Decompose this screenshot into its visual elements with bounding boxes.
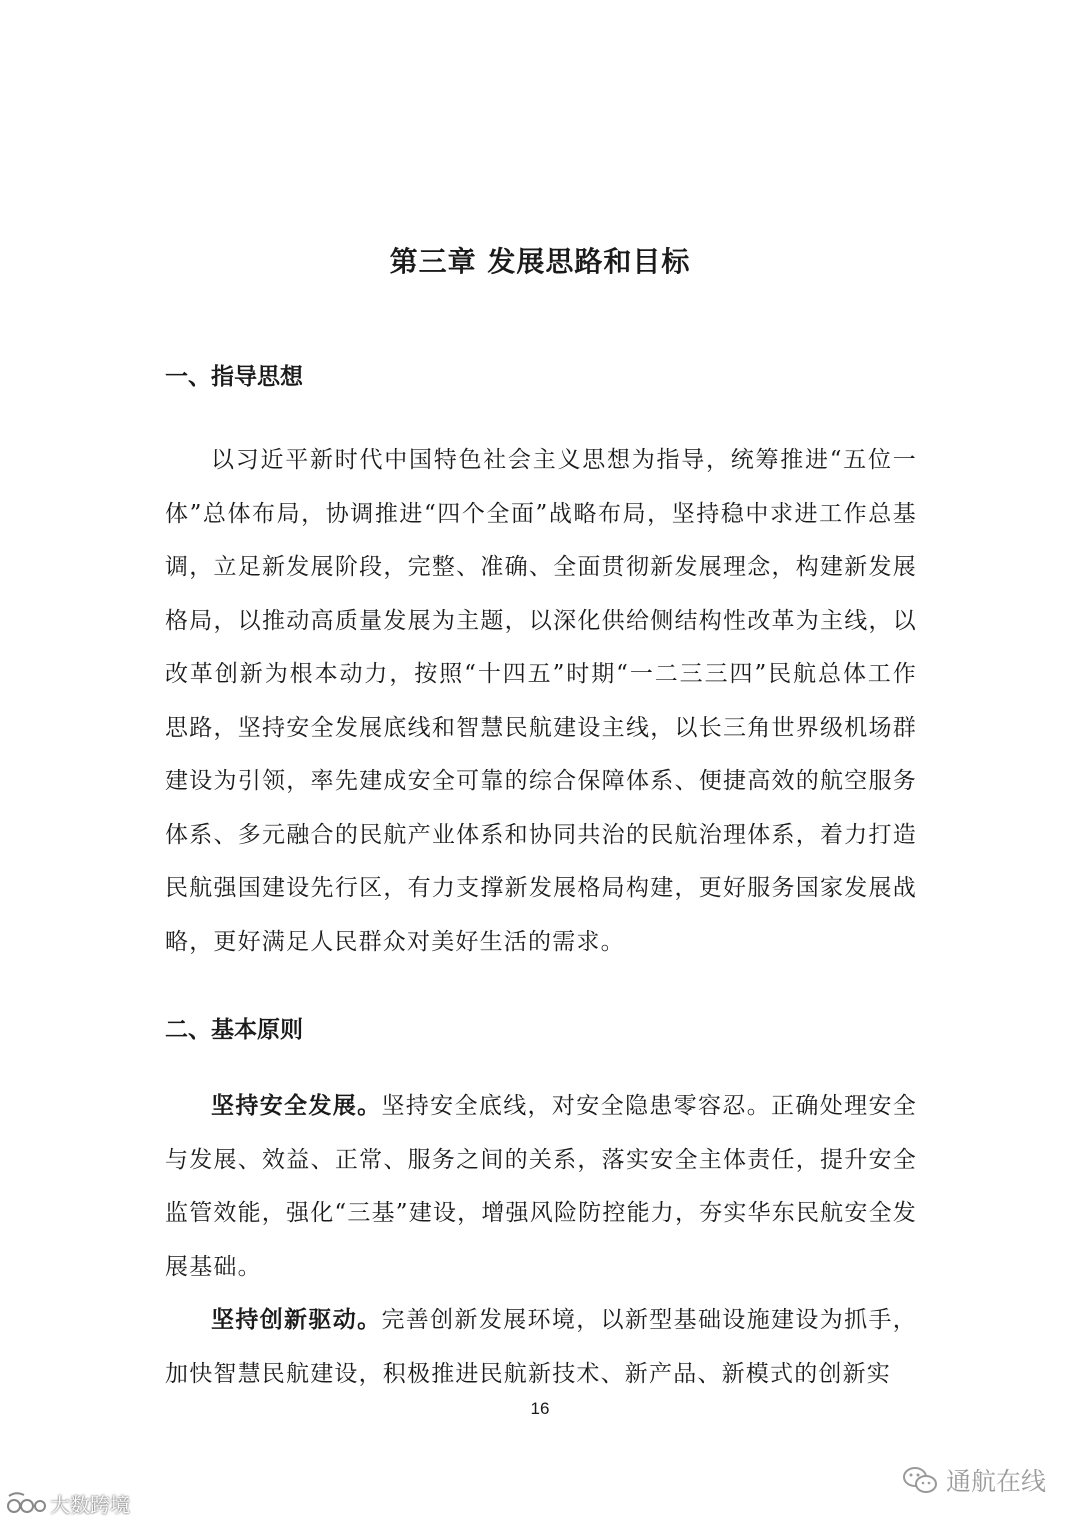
watermark-left-text: 大数跨境 [50,1492,130,1517]
watermark-right-text: 通航在线 [945,1467,1046,1496]
watermark-logo-icon [6,1490,46,1516]
principle-innovation-lead: 坚持创新驱动。 [211,1307,382,1333]
watermark-right [902,1460,1046,1500]
section-heading-basic-principles: 二、基本原则 [165,1017,303,1043]
section-heading-guiding-ideology: 一、指导思想 [165,364,303,390]
principle-innovation-paragraph [165,1294,917,1401]
principle-safety-paragraph [165,1080,917,1294]
principle-safety-lead: 坚持安全发展。 [211,1093,382,1119]
guiding-ideology-paragraph: 以习近平新时代中国特色社会主义思想为指导，统筹推进“五位一体”总体布局，协调推进“四个全面”战略布局，坚持稳中求进工作总基调，立足新发展阶段，完整、准确、全面贯彻新发展理念，构建新发展格局，以推动高质量发展为主题，以深化供给侧结构性改革为主线，以改革创新为根本动力，按照“十四五”时期“一二三三四”民航总体工作思路，坚持安全发展底线和智慧民航建设主线，以长三角世界级机场群建设为引领，率先建成安全可靠的综合保障体系、便捷高效的航空服务体系、多元融合的民航产业体系和协同共治的民航治理体系，着力打造民航强国建设先行区，有力支撑新发展格局构建，更好服务国家发展战略，更好满足人民群众对美好生活的需求。 [165,447,917,955]
page-number: 16 [530,1399,550,1418]
chapter-title: 第三章 发展思路和目标 [389,245,691,278]
wechat-icon [902,1465,938,1495]
watermark-left [6,1488,130,1518]
principle-safety-text: 坚持安全底线，对安全隐患零容忍。正确处理安全与发展、效益、正常、服务之间的关系，落实安全主体责任，提升安全监管效能，强化“三基”建设，增强风险防控能力，夯实华东民航安全发展基础。 [165,1093,917,1280]
principle-innovation-text: 完善创新发展环境，以新型基础设施建设为抓手，加快智慧民航建设，积极推进民航新技术、新产品、新模式的创新实 [165,1307,917,1387]
